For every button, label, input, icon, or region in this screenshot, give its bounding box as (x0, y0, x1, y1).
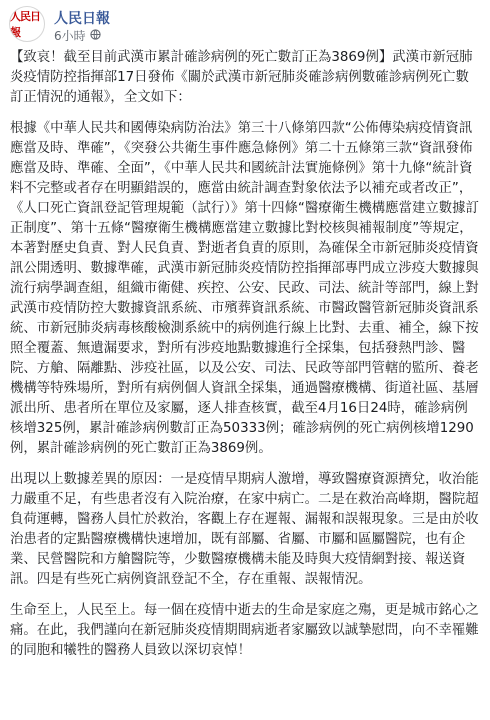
post-paragraph: 生命至上，人民至上。每一個在疫情中逝去的生命是家庭之殤，更是城市銘心之痛。在此，我們謹向在新冠肺炎疫情期間病逝者家屬致以誠摯慰問，向不幸罹難的同胞和犧牲的醫務人員致以深切哀悼！ (10, 603, 479, 658)
post-body (0, 48, 490, 661)
post-paragraph: 根據《中華人民共和國傳染病防治法》第三十八條第四款“公佈傳染病疫情資訊應當及時、準確”，《突發公共衛生事件應急條例》第二十五條第三款“資訊發佈應當及時、準確、全面”，《中華人民共和國統計法實施條例》第十九條“統計資料不完整或者存在明顯錯誤的，應當由統計調查對象依法予以補充或者改正”，《人口死亡資訊登記管理規範（試行）》第十四條“醫療衛生機構應當建立數據訂正制度”、第十五條“醫療衛生機構應當建立數據比對校核與補報制度”等規定，本著對歷史負責、對人民負責、對逝者負責的原則，為確保全市新冠肺炎疫情資訊公開透明、數據準確，武漢市新冠肺炎疫情防控指揮部專門成立涉疫大數據與流行病學調查組，組織市衛健、疾控、公安、民政、司法、統計等部門，線上對武漢市疫情防控大數據資訊系統、市殯葬資訊系統、市醫政醫管新冠肺炎資訊系統、市新冠肺炎病毒核酸檢測系統中的病例進行線上比對、去重、補全，線下按照全覆蓋、無遺漏要求，對所有涉疫地點數據進行全採集，包括發熱門診、醫院、方艙、隔離點、涉疫社區，以及公安、司法、民政等部門管轄的監所、養老機構等特殊場所，對所有病例個人資訊全採集，通過醫療機構、街道社區、基層派出所、患者所在單位及家屬，逐人排查核實，截至4月16日24時，確診病例核增325例，累計確診病例數訂正為50333例；確診病例的死亡病例核增1290例，累計確診病例的死亡數訂正為3869例。 (10, 121, 479, 456)
post-paragraph: 【致哀！截至目前武漢市累計確診病例的死亡數訂正為3869例】武漢市新冠肺炎疫情防控指揮部17日發佈《關於武漢市新冠肺炎確診病例數確診病例死亡數訂正情況的通報》，全文如下： (10, 50, 473, 105)
avatar-logo-text: 人民日報 (10, 10, 40, 39)
timestamp-link[interactable]: 6小時 (54, 29, 86, 43)
post-paragraph: 出現以上數據差異的原因：一是疫情早期病人激增，導致醫療資源擠兌，收治能力嚴重不足，有些患者沒有入院治療，在家中病亡。二是在救治高峰期，醫院超負荷運轉，醫務人員忙於救治，客觀上存在遲報、漏報和誤報現象。三是由於收治患者的定點醫療機構快速增加，既有部屬、省屬、市屬和區屬醫院，也有企業、民營醫院和方艙醫院等，少數醫療機構未能及時與大疫情網對接、報送資訊。四是有些死亡病例資訊登記不全，存在重報、誤報情況。 (10, 472, 479, 587)
page-name-link[interactable]: 人民日報 (54, 11, 110, 27)
avatar[interactable] (9, 6, 45, 42)
post-header (0, 0, 490, 44)
post-meta (54, 27, 101, 44)
globe-icon (90, 29, 101, 43)
